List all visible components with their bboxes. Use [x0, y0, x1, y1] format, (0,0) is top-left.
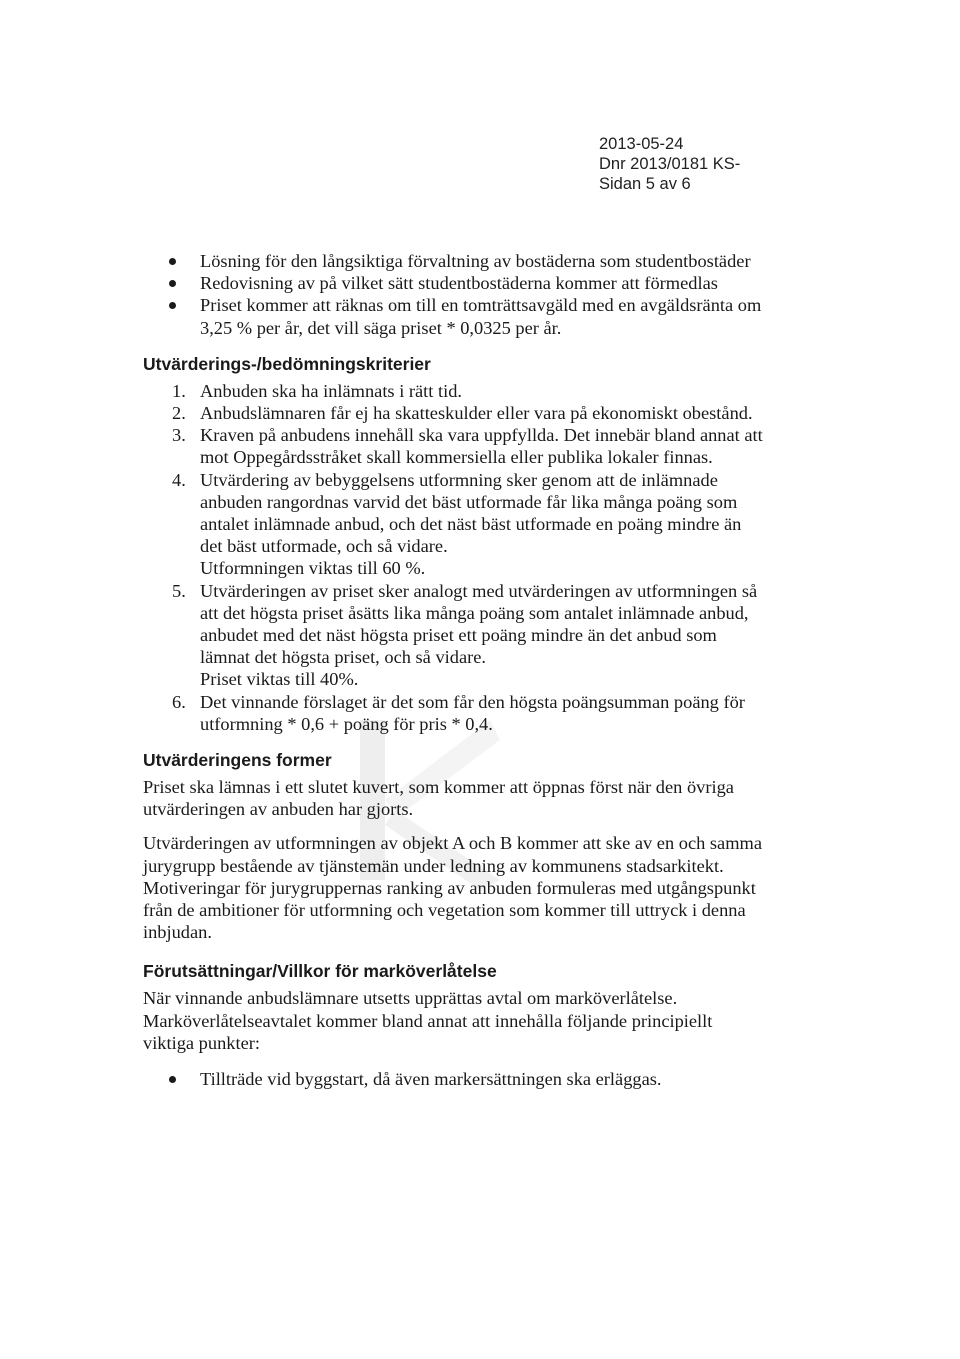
list-item — [143, 691, 763, 735]
bullet-text: Redovisning av på vilket sätt studentbostäderna kommer att förmedlas — [200, 273, 718, 294]
paragraph: Utvärderingen av utformningen av objekt A och B kommer att ske av en och samma jurygrupp bestående av tjänstemän under ledning av kommunens stadsarkitekt. Motiveringar för jurygruppernas ranking av anbuden formuleras med utgångspunkt från de ambitioner för utformning och vegetation som kommer till uttryck i denna inbjudan. — [143, 833, 762, 943]
list-item — [143, 424, 763, 468]
document-header — [599, 134, 740, 194]
list-item — [143, 1068, 763, 1090]
list-item — [143, 580, 763, 691]
list-item — [143, 469, 763, 580]
item-number: 1. — [172, 380, 186, 401]
section-heading-criteria: Utvärderings-/bedömningskriterier — [143, 353, 431, 374]
item-text: Kraven på anbudens innehåll ska vara uppfyllda. Det innebär bland annat att mot Oppegårdsstråket skall kommersiella eller publika lokaler finnas. — [200, 425, 763, 468]
section-heading-evaluation-forms: Utvärderingens former — [143, 750, 332, 771]
item-text: Det vinnande förslaget är det som får den högsta poängsumman poäng för utformning * 0,6 + poäng för pris * 0,4. — [200, 691, 745, 734]
header-dnr: Dnr 2013/0181 KS- — [599, 155, 741, 173]
item-weight-text: Utformningen viktas till 60 %. — [200, 558, 426, 579]
intro-bullet-list — [143, 250, 763, 339]
list-item — [143, 250, 763, 272]
bullet-icon — [169, 258, 176, 265]
section-heading-conditions: Förutsättningar/Villkor för marköverlåtelse — [143, 961, 497, 982]
list-item — [143, 402, 763, 424]
paragraph: När vinnande anbudslämnare utsetts upprättas avtal om marköverlåtelse. Marköverlåtelseavtalet kommer bland annat att innehålla följande principiellt viktiga punkter: — [143, 988, 713, 1053]
bullet-icon — [169, 302, 176, 309]
document-body — [143, 250, 763, 1090]
paragraph: Priset ska lämnas i ett slutet kuvert, som kommer att öppnas först när den övriga utvärderingen av anbuden har gjorts. — [143, 777, 734, 820]
list-item — [143, 294, 763, 338]
list-item — [143, 380, 763, 402]
item-text: Utvärdering av bebyggelsens utformning sker genom att de inlämnade anbuden rangordnas varvid det bäst utformade får lika många poäng som antalet inlämnade anbud, och det näst bäst utformade en poäng mindre än det bäst utformade, och så vidare. — [200, 469, 742, 557]
bullet-text: Tillträde vid byggstart, då även markersättningen ska erläggas. — [200, 1069, 662, 1090]
list-item — [143, 272, 763, 294]
item-number: 4. — [172, 469, 186, 490]
item-text: Anbuden ska ha inlämnats i rätt tid. — [200, 380, 463, 401]
bullet-icon — [169, 280, 176, 287]
bullet-text: Priset kommer att räknas om till en tomträttsavgäld med en avgäldsränta om 3,25 % per år, det vill säga priset * 0,0325 per år. — [200, 295, 762, 338]
item-number: 3. — [172, 425, 186, 446]
item-number: 2. — [172, 403, 186, 424]
item-text: Anbudslämnaren får ej ha skatteskulder eller vara på ekonomiskt obestånd. — [200, 403, 753, 424]
criteria-list — [143, 380, 763, 735]
bullet-icon — [169, 1076, 176, 1083]
header-date: 2013-05-24 — [599, 135, 684, 153]
header-page-number: Sidan 5 av 6 — [599, 175, 691, 193]
conditions-bullet-list — [143, 1068, 763, 1090]
item-number: 6. — [172, 691, 186, 712]
item-text: Utvärderingen av priset sker analogt med utvärderingen av utformningen så att det högsta priset åsätts lika många poäng som antalet inlämnade anbud, anbudet med det näst högsta priset ett poäng mindre än det anbud som lämnat det högsta priset, och så vidare. — [200, 580, 758, 668]
item-weight-text: Priset viktas till 40%. — [200, 669, 359, 690]
item-number: 5. — [172, 580, 186, 601]
bullet-text: Lösning för den långsiktiga förvaltning av bostäderna som studentbostäder — [200, 251, 751, 271]
